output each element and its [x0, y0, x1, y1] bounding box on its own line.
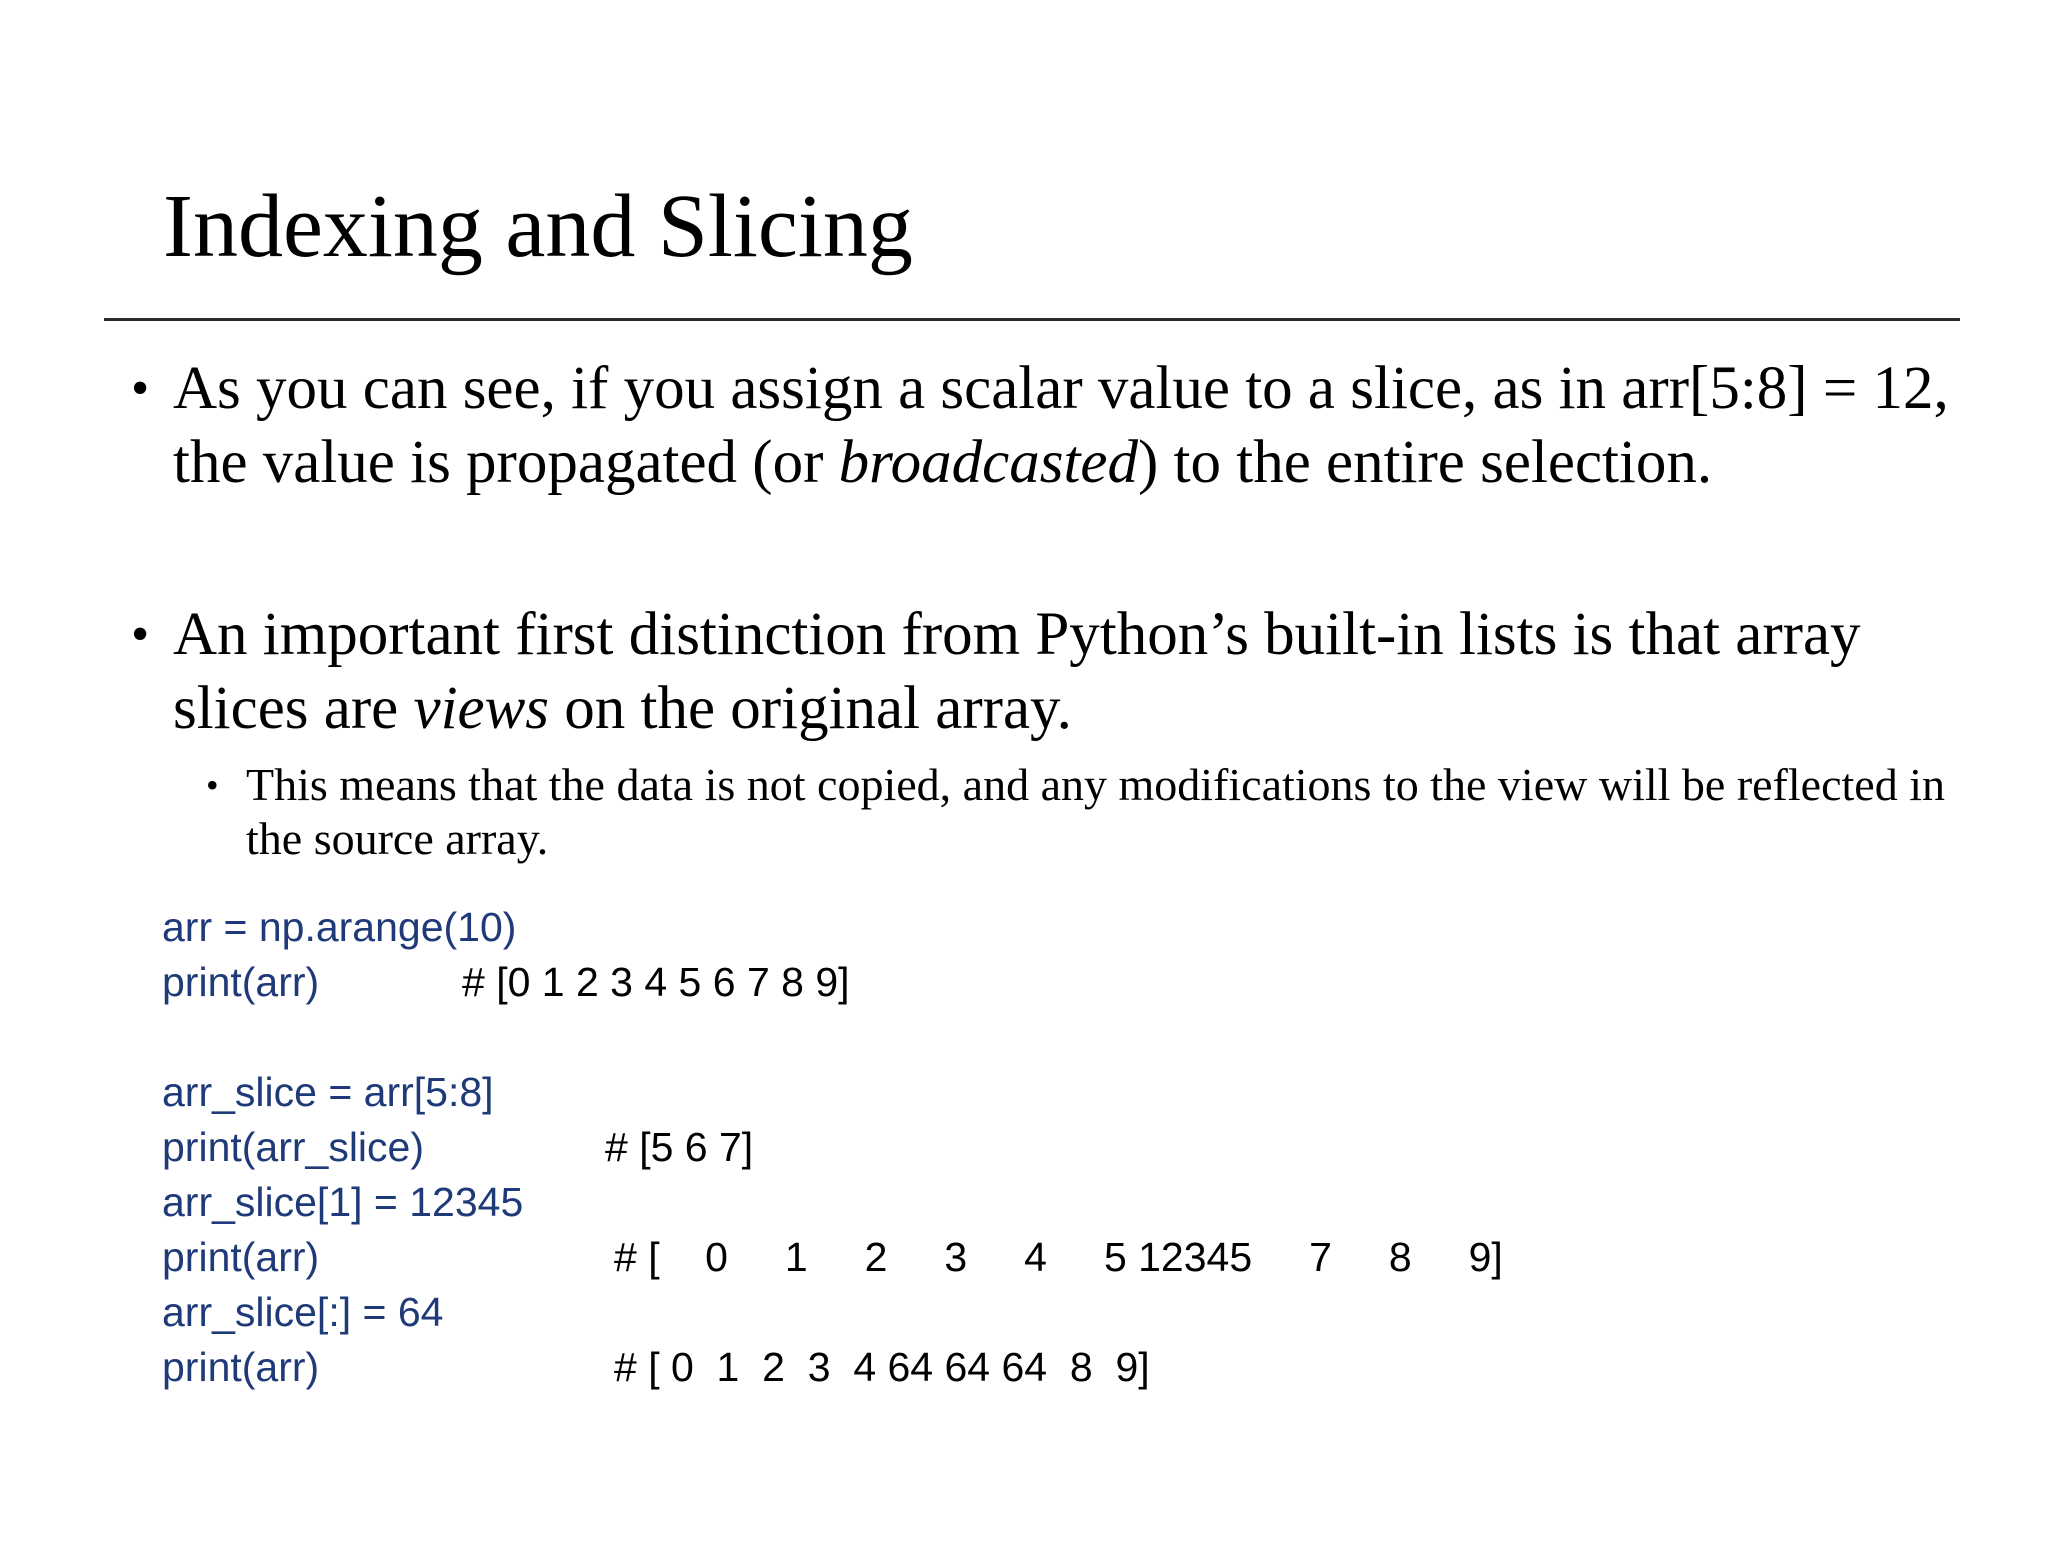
code-statement: print(arr) — [162, 1234, 320, 1280]
emphasis-broadcasted: broadcasted — [838, 429, 1138, 496]
code-comment: # [ 0 1 2 3 4 64 64 64 8 9] — [614, 1344, 1150, 1390]
code-line — [162, 900, 517, 955]
bullet-1 — [131, 352, 1991, 500]
bullet-marker: • — [131, 606, 150, 663]
code-statement: arr_slice[1] = 12345 — [162, 1179, 524, 1225]
bullet-marker: • — [206, 765, 219, 805]
code-line — [162, 1340, 1150, 1395]
code-statement: print(arr) — [162, 959, 320, 1005]
sub-bullet-1 — [206, 758, 1986, 866]
bullet-text: An important first distinction from Python’s built-in lists is that array slices are views on the original array. — [173, 601, 1861, 742]
emphasis-views: views — [413, 675, 550, 742]
code-line — [162, 1175, 524, 1230]
bullet-text: As you can see, if you assign a scalar value to a slice, as in arr[5:8] = 12, the value is propagated (or broadcasted) to the entire selection. — [173, 355, 1949, 496]
bullet-2 — [131, 598, 1991, 746]
code-statement: print(arr) — [162, 1344, 320, 1390]
title-divider — [104, 318, 1960, 321]
bullet-marker: • — [131, 360, 150, 417]
sub-bullet-text: This means that the data is not copied, and any modifications to the view will be reflected in the source array. — [246, 759, 1945, 864]
code-line — [162, 1120, 754, 1175]
code-line — [162, 1230, 1503, 1285]
code-statement: arr_slice[:] = 64 — [162, 1289, 444, 1335]
code-statement: print(arr_slice) — [162, 1124, 424, 1170]
code-statement: arr_slice = arr[5:8] — [162, 1069, 494, 1115]
code-blank-line — [162, 1010, 230, 1065]
slide-title: Indexing and Slicing — [163, 177, 913, 276]
code-line — [162, 1065, 494, 1120]
code-line — [162, 1285, 444, 1340]
code-statement: arr = np.arange(10) — [162, 904, 517, 950]
code-comment: # [ 0 1 2 3 4 5 12345 7 8 9] — [614, 1234, 1503, 1280]
code-line — [162, 955, 850, 1010]
code-comment: # [5 6 7] — [605, 1124, 754, 1170]
code-example — [162, 900, 1503, 1395]
code-comment: # [0 1 2 3 4 5 6 7 8 9] — [462, 959, 850, 1005]
